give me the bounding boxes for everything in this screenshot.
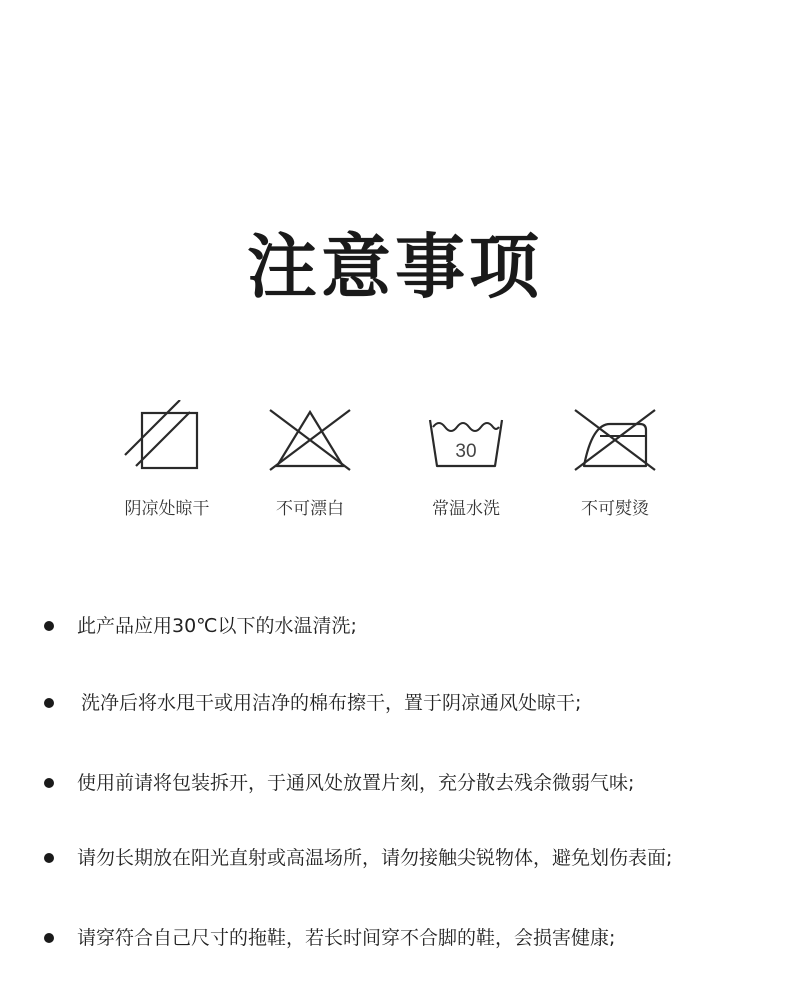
note-text: 使用前请将包装拆开，于通风处放置片刻，充分散去残余微弱气味;: [77, 772, 635, 794]
note-text: 洗净后将水甩干或用洁净的棉布擦干，置于阴凉通风处晾干;: [81, 692, 582, 714]
wash-temperature: 30: [455, 441, 477, 462]
bullet-dot: [44, 853, 54, 863]
note-text: 请勿长期放在阳光直射或高温场所，请勿接触尖锐物体，避免划伤表面;: [77, 847, 673, 869]
page-title: 注意事项: [247, 226, 543, 308]
list-item: [40, 688, 780, 718]
care-label-wash-30: 常温水洗: [432, 499, 500, 519]
note-text: 此产品应用30℃以下的水温清洗;: [77, 615, 357, 637]
list-item: [40, 923, 780, 953]
care-label-no-iron: 不可熨烫: [581, 499, 649, 519]
list-item: [40, 843, 780, 873]
bullet-dot: [44, 698, 54, 708]
bullet-dot: [44, 933, 54, 943]
bullet-dot: [44, 621, 54, 631]
bullet-dot: [44, 778, 54, 788]
list-item: [40, 768, 780, 798]
care-label-no-bleach: 不可漂白: [276, 499, 344, 519]
list-item: [40, 611, 780, 641]
note-text: 请穿符合自己尺寸的拖鞋，若长时间穿不合脚的鞋，会损害健康;: [77, 927, 616, 949]
care-label-dry-in-shade: 阴凉处晾干: [124, 499, 210, 519]
